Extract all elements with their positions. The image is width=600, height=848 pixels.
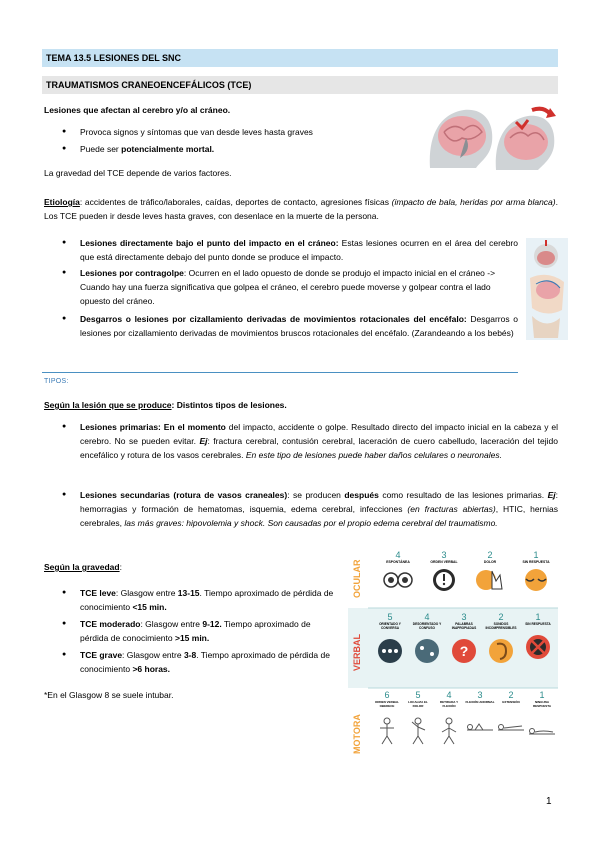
motora-cell xyxy=(465,690,495,749)
motora-cell xyxy=(403,690,433,753)
ocular-cell xyxy=(376,550,420,598)
motora-score: 6 xyxy=(384,690,390,700)
motora-cell xyxy=(434,690,464,753)
motora-label: NINGUNA RESPUESTA xyxy=(532,700,552,708)
bullet-icon: ● xyxy=(62,128,67,135)
bullet-icon: ● xyxy=(62,269,67,276)
secondary-lesions xyxy=(80,488,558,530)
no-response-figure-icon xyxy=(527,714,557,748)
motora-label: ORDEN VERBAL OBEDECE xyxy=(374,700,399,708)
question-mark-icon xyxy=(447,636,481,666)
verbal-cell xyxy=(520,612,556,667)
motora-label: RETIRADA Y FLEXIÓN xyxy=(439,700,459,708)
bullet-icon: ● xyxy=(62,145,67,152)
ocular-score: 2 xyxy=(487,550,493,560)
secondary-text-1: : se producen xyxy=(287,490,345,500)
svg-text:?: ? xyxy=(459,643,469,659)
tce-grave xyxy=(80,648,334,676)
ocular-label: SIN RESPUESTA xyxy=(522,560,550,564)
mechanism-contragolpe xyxy=(80,266,518,308)
etiology-paragraph xyxy=(44,195,558,223)
ocular-cell xyxy=(422,550,466,598)
gravity-label: Según la gravedad xyxy=(44,562,120,572)
verbal-label: SIN RESPUESTA xyxy=(525,622,551,626)
tce-moderado-time: >15 min. xyxy=(174,633,210,643)
tce-moderado-range: 9-12. xyxy=(202,619,222,629)
tce-leve-t1: : Glasgow entre xyxy=(115,588,178,598)
mechanism-shear-bold: Desgarros o lesiones por cizallamiento derivadas de movimientos rotacionales del encéfalo: xyxy=(80,314,467,324)
tce-leve-time: <15 min. xyxy=(132,602,167,612)
bullet-icon: ● xyxy=(62,651,67,658)
secondary-ej: Ej xyxy=(547,490,556,500)
motora-score: 1 xyxy=(539,690,545,700)
verbal-cell xyxy=(409,612,445,671)
by-lesion-label: Según la lesión que se produce xyxy=(44,400,172,410)
motora-score: 5 xyxy=(415,690,421,700)
verbal-score: 4 xyxy=(424,612,430,622)
verbal-label: PALABRAS INAPROPIADAS xyxy=(451,622,477,630)
verbal-label: ORIENTADO Y CONVERSA xyxy=(379,622,401,630)
secondary-text-4: , HTIC, hernias cerebrales, xyxy=(80,504,559,528)
brain-contragolpe-illustration xyxy=(526,238,568,340)
glasgow-note: *En el Glasgow 8 se suele intubar. xyxy=(44,690,174,700)
tce-grave-t1: : Glasgow entre xyxy=(122,650,184,660)
tce-grave-label: TCE grave xyxy=(80,650,123,660)
glasgow-scale-infographic xyxy=(348,546,558,772)
verbal-label: SONIDOS INCOMPRENSIBLES xyxy=(485,622,517,630)
motora-row xyxy=(372,690,558,770)
motora-label: LOCALIZA EL DOLOR xyxy=(408,700,428,708)
primary-bold: Lesiones primarias: En el momento xyxy=(80,422,226,432)
speech-bubble-icon xyxy=(373,636,407,666)
tce-moderado-t1: : Glasgow entre xyxy=(140,619,203,629)
by-lesion-text: : Distintos tipos de lesiones. xyxy=(171,400,287,410)
tce-leve-range: 13-15 xyxy=(177,588,200,598)
by-lesion-heading xyxy=(44,398,287,412)
section-title: TRAUMATISMOS CRANEOENCEFÁLICOS (TCE) xyxy=(42,76,558,94)
ocular-score: 1 xyxy=(533,550,539,560)
motora-cell xyxy=(527,690,557,753)
mechanism-shear-text: Desgarros o lesiones por cizallamiento derivadas de movimientos bruscos rotacionales del encéfalo. (Zarandeando a los bebés) xyxy=(80,314,518,338)
tce-grave-t2: . Tiempo aproximado de pérdida de conocimiento xyxy=(80,650,330,674)
extension-figure-icon xyxy=(496,710,526,744)
primary-italic: En este tipo de lesiones puede haber daños celulares o neuronales. xyxy=(245,450,502,460)
intro-bullet-2-bold: potencialmente mortal. xyxy=(121,144,215,154)
ocular-cell xyxy=(468,550,512,598)
ocular-label: ESPONTÁNEA xyxy=(386,560,410,564)
ocular-score: 4 xyxy=(395,550,401,560)
etiology-text-1: : accidentes de tráfico/laborales, caídas, deportes de contacto, agresiones físicas xyxy=(79,197,392,207)
confused-speech-icon xyxy=(410,636,444,666)
motora-score: 3 xyxy=(477,690,483,700)
bullet-icon: ● xyxy=(62,315,67,322)
eyes-open-icon xyxy=(378,567,418,593)
row-label-ocular: OCULAR xyxy=(352,559,362,599)
bullet-icon: ● xyxy=(62,491,67,498)
verbal-cell xyxy=(483,612,519,671)
tce-leve xyxy=(80,586,334,614)
motora-score: 4 xyxy=(446,690,452,700)
secondary-italic-1: (en fracturas abiertas) xyxy=(407,504,496,514)
bullet-icon: ● xyxy=(62,423,67,430)
primary-text: del impacto, accidente o golpe. Resultado directo del impacto inicial en la cabeza y el cerebro. No se pueden evitar. xyxy=(80,422,558,446)
verbal-score: 5 xyxy=(387,612,393,622)
mechanism-direct-bold: Lesiones directamente bajo el punto del impacto en el cráneo: xyxy=(80,238,339,248)
bullet-icon: ● xyxy=(62,620,67,627)
withdrawal-figure-icon xyxy=(434,714,464,748)
ear-icon xyxy=(484,636,518,666)
intro-lead: Lesiones que afectan al cerebro y/o al cráneo. xyxy=(44,105,231,115)
secondary-italic-2: las más graves: hipovolemia y shock. Son causadas por el propio edema cerebral del traumatismo. xyxy=(124,518,498,528)
intro-bullet-2 xyxy=(80,142,214,156)
verbal-score: 1 xyxy=(535,612,541,622)
tce-grave-range: 3-8 xyxy=(183,650,197,660)
primary-lesions xyxy=(80,420,558,462)
tce-moderado-label: TCE moderado xyxy=(80,619,141,629)
mechanism-shear xyxy=(80,312,518,340)
tipos-heading: TIPOS: xyxy=(44,378,69,385)
ocular-label: DOLOR xyxy=(483,560,497,564)
motora-cell xyxy=(372,690,402,753)
primary-ej: Ej xyxy=(199,436,208,446)
verbal-score: 3 xyxy=(461,612,467,622)
gravity-heading xyxy=(44,560,122,574)
etiology-text-2: . Los TCE pueden ir desde leves hasta graves, con desenlace en la muerte de la persona. xyxy=(44,197,558,221)
tce-leve-t2: . Tiempo aproximado de pérdida de conocimiento xyxy=(80,588,334,612)
tce-moderado-t2: Tiempo aproximado de pérdida de conocimiento xyxy=(80,619,311,643)
pain-hand-icon xyxy=(470,567,510,593)
tce-leve-label: TCE leve xyxy=(80,588,116,598)
row-label-motora: MOTORA xyxy=(352,714,362,754)
ocular-cell xyxy=(514,550,558,598)
mechanism-direct xyxy=(80,236,518,264)
abnormal-flexion-figure-icon xyxy=(465,710,495,744)
verbal-cell xyxy=(446,612,482,671)
mechanism-direct-text: Estas lesiones ocurren en el área del cerebro que está directamente debajo del punto donde se produce el impacto. xyxy=(80,238,518,262)
verbal-label: DESORIENTADO Y CONFUSO xyxy=(412,622,442,630)
bullet-icon: ● xyxy=(62,589,67,596)
verbal-score: 2 xyxy=(498,612,504,622)
verbal-row xyxy=(372,612,558,686)
mechanism-contragolpe-text: : Ocurren en el lado opuesto de donde se produjo el impacto inicial en el cráneo -> Cuando hay una fuerza significativa que golpea el cráneo, el cerebro puede moverse y golpear contra el lado opuesto del cráneo. xyxy=(80,268,496,306)
gravity-colon: : xyxy=(119,562,122,572)
row-label-verbal: VERBAL xyxy=(352,633,362,671)
intro-gravity: La gravedad del TCE depende de varios factores. xyxy=(44,168,232,178)
page-number: 1 xyxy=(546,796,552,807)
motora-label: FLEXIÓN ANORMAL xyxy=(465,700,495,704)
secondary-bold-2: después xyxy=(344,490,379,500)
alert-icon xyxy=(424,567,464,593)
ocular-row xyxy=(376,550,556,606)
secondary-bold: Lesiones secundarias (rotura de vasos craneales) xyxy=(80,490,288,500)
tce-moderado xyxy=(80,617,334,645)
primary-text-2: : fractura cerebral, contusión cerebral, laceración de cuero cabelludo, laceración del tejido encefálico y rotura de los vasos cerebrales. xyxy=(80,436,558,460)
intro-bullet-1: Provoca signos y síntomas que van desde leves hasta graves xyxy=(80,127,313,137)
etiology-label: Etiología xyxy=(44,197,80,207)
localize-pain-figure-icon xyxy=(403,714,433,748)
ocular-score: 3 xyxy=(441,550,447,560)
motora-label: EXTENSIÓN xyxy=(502,700,520,704)
eyes-closed-icon xyxy=(516,567,556,593)
section-divider xyxy=(42,372,518,373)
secondary-text-2: como resultado de las lesiones primarias. xyxy=(378,490,548,500)
tce-grave-time: >6 horas. xyxy=(132,664,171,674)
ocular-label: ORDEN VERBAL xyxy=(430,560,458,564)
brain-impact-illustration xyxy=(424,98,558,174)
no-speech-icon xyxy=(521,632,555,662)
etiology-italic: (impacto de bala, heridas por arma blanca) xyxy=(391,197,556,207)
motora-score: 2 xyxy=(508,690,514,700)
obey-figure-icon xyxy=(372,714,402,748)
secondary-text-3: : hemorragias y formación de hematomas, isquemia, edema cerebral, infecciones xyxy=(80,490,559,514)
mechanism-contragolpe-bold: Lesiones por contragolpe xyxy=(80,268,184,278)
bullet-icon: ● xyxy=(62,239,67,246)
motora-cell xyxy=(496,690,526,749)
chapter-title: TEMA 13.5 LESIONES DEL SNC xyxy=(42,49,558,67)
verbal-cell xyxy=(372,612,408,671)
intro-bullet-2-text: Puede ser xyxy=(80,144,122,154)
